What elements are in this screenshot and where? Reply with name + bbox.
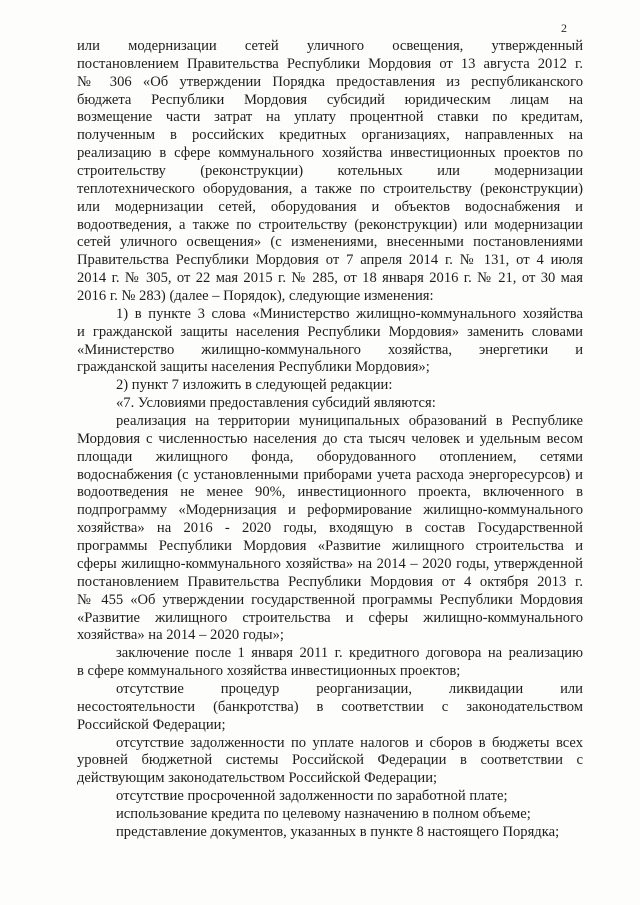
text-line: гражданской защиты населения Республики Мордовия»; <box>77 359 430 376</box>
text-line: отсутствие процедур реорганизации, ликвидации или <box>116 680 583 697</box>
text-line: водоотведения, а также по строительству (реконструкции) или модернизации <box>77 216 583 233</box>
document-body <box>77 38 583 842</box>
paragraph <box>77 38 583 306</box>
text-line: Мордовия с численностью населения до ста тысяч человек и удельным весом <box>77 430 583 447</box>
paragraph <box>77 377 583 395</box>
paragraph <box>77 824 583 842</box>
paragraph <box>77 806 583 824</box>
text-line: действующим законодательством Российской Федерации; <box>77 770 438 787</box>
text-line: № 306 «Об утверждении Порядка предоставления из республиканского <box>77 73 583 90</box>
paragraph <box>77 735 583 789</box>
text-line: постановлением Правительства Республики Мордовия от 13 августа 2012 г. <box>77 55 583 72</box>
text-line: подпрограмму «Модернизация и реформирование жилищно-коммунального <box>77 502 583 519</box>
text-line: 1) в пункте 3 слова «Министерство жилищно-коммунального хозяйства <box>116 305 583 322</box>
paragraph <box>77 306 583 377</box>
text-line: уровней бюджетной системы Российской Федерации в соответствии с <box>77 752 583 769</box>
paragraph <box>77 413 583 645</box>
text-line: реализация на территории муниципальных образований в Республике <box>116 413 583 430</box>
text-line: использование кредита по целевому назначению в полном объеме; <box>116 805 531 822</box>
text-line: отсутствие просроченной задолженности по заработной плате; <box>116 788 508 805</box>
page-number: 2 <box>561 21 567 35</box>
text-line: реализацию в сфере коммунального хозяйства инвестиционных проектов по <box>77 145 583 162</box>
text-line: несостоятельности (банкротства) в соответствии с законодательством <box>77 698 583 715</box>
text-line: площади жилищного фонда, оборудованного отоплением, сетями <box>77 448 583 465</box>
text-line: № 455 «Об утверждении государственной программы Республики Мордовия <box>77 591 583 608</box>
text-line: сферы жилищно-коммунального хозяйства» на 2014 – 2020 годы, утвержденной <box>77 555 583 572</box>
paragraph <box>77 788 583 806</box>
text-line: и гражданской защиты населения Республики Мордовия» заменить словами <box>77 323 583 340</box>
text-line: 2016 г. № 283) (далее – Порядок), следующие изменения: <box>77 288 434 305</box>
text-line: водоснабжения (с установленными приборами учета расхода энергоресурсов) и <box>77 466 583 483</box>
text-line: 2) пункт 7 изложить в следующей редакции: <box>116 377 393 394</box>
text-line: «7. Условиями предоставления субсидий являются: <box>116 395 436 412</box>
text-line: или модернизации сетей уличного освещения, утвержденный <box>77 38 583 54</box>
text-line: «Развитие жилищного строительства и сферы жилищно-коммунального <box>77 609 583 626</box>
text-line: строительству (реконструкции) котельных или модернизации <box>77 163 583 180</box>
text-line: хозяйства» на 2016 - 2020 годы, входящую в состав Государственной <box>77 520 583 537</box>
text-line: «Министерство жилищно-коммунального хозяйства, энергетики и <box>77 341 583 358</box>
text-line: водоотведения не менее 90%, инвестиционного проекта, включенного в <box>77 484 583 501</box>
text-line: представление документов, указанных в пункте 8 настоящего Порядка; <box>116 823 560 840</box>
text-line: постановлением Правительства Республики Мордовия от 4 октября 2013 г. <box>77 573 583 590</box>
text-line: полученным в российских кредитных организациях, направленных на <box>77 127 583 144</box>
text-line: в сфере коммунального хозяйства инвестиционных проектов; <box>77 663 461 680</box>
text-line: Российской Федерации; <box>77 716 226 733</box>
text-line: или модернизации сетей, оборудования и объектов водоснабжения и <box>77 198 583 215</box>
text-line: 2014 г. № 305, от 22 мая 2015 г. № 285, от 18 января 2016 г. № 21, от 30 мая <box>77 270 583 287</box>
paragraph <box>77 645 583 681</box>
text-line: программы Республики Мордовия «Развитие жилищного строительства и <box>77 538 583 555</box>
paragraph <box>77 395 583 413</box>
text-line: заключение после 1 января 2011 г. кредитного договора на реализацию <box>116 645 583 662</box>
text-line: теплотехнического оборудования, а также по строительству (реконструкции) <box>77 180 583 197</box>
text-line: отсутствие задолженности по уплате налогов и сборов в бюджеты всех <box>116 734 583 751</box>
text-line: сетей уличного освещения» (с изменениями, внесенными постановлениями <box>77 234 583 251</box>
text-line: хозяйства» на 2014 – 2020 годы»; <box>77 627 284 644</box>
paragraph <box>77 681 583 735</box>
text-line: бюджета Республики Мордовия субсидий юридическим лицам на <box>77 91 583 108</box>
text-line: возмещение части затрат на уплату процентной ставки по кредитам, <box>77 109 583 126</box>
text-line: Правительства Республики Мордовия от 7 апреля 2014 г. № 131, от 4 июля <box>77 252 583 269</box>
